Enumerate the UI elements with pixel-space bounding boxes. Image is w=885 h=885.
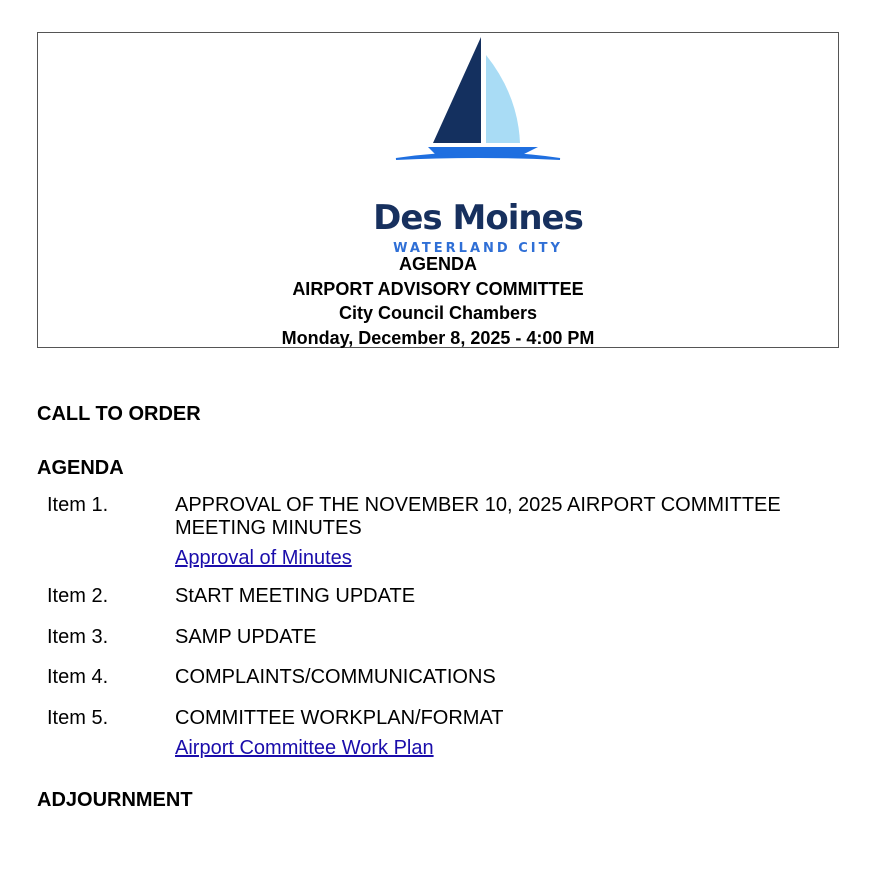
logo-city-name: Des Moines — [373, 198, 583, 238]
item-title: COMMITTEE WORKPLAN/FORMAT — [175, 707, 504, 729]
approval-of-minutes-link[interactable]: Approval of Minutes — [175, 547, 352, 569]
meeting-location: City Council Chambers — [338, 303, 538, 323]
des-moines-logo — [368, 35, 588, 256]
agenda-title: AGENDA — [398, 254, 477, 274]
agenda-header-box — [37, 32, 839, 348]
sailboat-icon — [368, 35, 588, 195]
agenda-title-block — [38, 252, 838, 350]
committee-name: AIRPORT ADVISORY COMMITTEE — [292, 278, 584, 299]
section-call-to-order: CALL TO ORDER — [37, 403, 201, 425]
item-title: SAMP UPDATE — [175, 626, 317, 648]
section-adjournment: ADJOURNMENT — [37, 789, 193, 811]
item-title: StART MEETING UPDATE — [175, 585, 416, 607]
work-plan-link[interactable]: Airport Committee Work Plan — [175, 737, 434, 759]
item-number: Item 4. — [47, 666, 109, 688]
item-number: Item 5. — [47, 707, 109, 729]
item-number: Item 3. — [47, 626, 109, 648]
item-number: Item 2. — [47, 585, 109, 607]
section-agenda: AGENDA — [37, 457, 124, 479]
meeting-datetime: Monday, December 8, 2025 - 4:00 PM — [281, 327, 595, 348]
logo-tagline: WATERLAND CITY — [393, 241, 563, 256]
item-number: Item 1. — [47, 494, 109, 516]
item-title: COMPLAINTS/COMMUNICATIONS — [175, 666, 496, 688]
item-title: APPROVAL OF THE NOVEMBER 10, 2025 AIRPORT COMMITTEE MEETING MINUTES — [175, 494, 781, 539]
